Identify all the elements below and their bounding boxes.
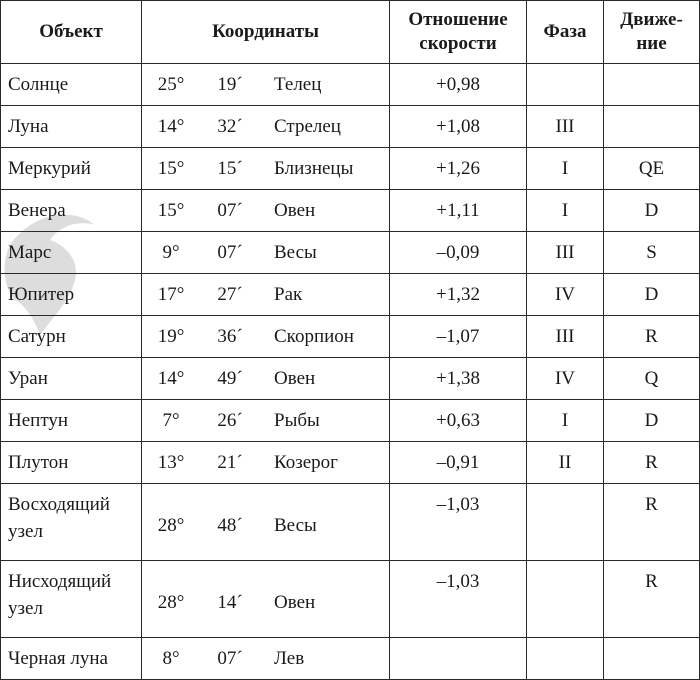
phase xyxy=(527,484,604,561)
table-row xyxy=(1,484,700,561)
object-name: Меркурий xyxy=(1,148,142,190)
table-row xyxy=(1,358,700,400)
motion: R xyxy=(604,442,700,484)
degrees: 25° xyxy=(157,74,185,95)
zodiac-sign: Козерог xyxy=(274,452,338,473)
table-row xyxy=(1,638,700,680)
header-speed-ratio-line2: скорости xyxy=(419,33,497,54)
minutes: 48´ xyxy=(217,515,243,536)
object-name: Плутон xyxy=(1,442,142,484)
degrees: 15° xyxy=(157,200,185,221)
object-name: Сатурн xyxy=(1,316,142,358)
minutes: 19´ xyxy=(217,74,243,95)
header-coordinates: Координаты xyxy=(142,1,390,64)
header-speed-ratio-line1: Отношение xyxy=(408,9,508,30)
coordinates-cell xyxy=(142,484,390,561)
coordinates-cell xyxy=(142,561,390,638)
degrees: 14° xyxy=(157,368,185,389)
object-name-line2: узел xyxy=(8,598,43,619)
object-name: Луна xyxy=(1,106,142,148)
speed-ratio: –1,03 xyxy=(390,561,527,638)
coordinates-cell xyxy=(142,232,390,274)
coordinates-cell xyxy=(142,148,390,190)
phase: III xyxy=(527,232,604,274)
degrees: 28° xyxy=(157,592,185,613)
header-motion xyxy=(604,1,700,64)
degrees: 9° xyxy=(162,242,180,263)
minutes: 15´ xyxy=(217,158,243,179)
motion xyxy=(604,106,700,148)
minutes: 36´ xyxy=(217,326,243,347)
zodiac-sign: Весы xyxy=(274,242,317,263)
object-name: Венера xyxy=(1,190,142,232)
speed-ratio: –1,07 xyxy=(390,316,527,358)
table-row xyxy=(1,190,700,232)
object-name-line2: узел xyxy=(8,521,43,542)
motion: QE xyxy=(604,148,700,190)
zodiac-sign: Овен xyxy=(274,592,316,613)
coordinates-cell xyxy=(142,400,390,442)
phase xyxy=(527,638,604,680)
minutes: 26´ xyxy=(217,410,243,431)
coordinates-cell xyxy=(142,638,390,680)
motion: D xyxy=(604,190,700,232)
phase: IV xyxy=(527,358,604,400)
degrees: 17° xyxy=(157,284,185,305)
minutes: 21´ xyxy=(217,452,243,473)
table-row xyxy=(1,442,700,484)
table-row xyxy=(1,232,700,274)
motion: Q xyxy=(604,358,700,400)
coordinates-cell xyxy=(142,64,390,106)
degrees: 19° xyxy=(157,326,185,347)
phase: III xyxy=(527,106,604,148)
minutes: 49´ xyxy=(217,368,243,389)
degrees: 13° xyxy=(157,452,185,473)
minutes: 32´ xyxy=(217,116,243,137)
zodiac-sign: Лев xyxy=(274,648,305,669)
phase: I xyxy=(527,190,604,232)
table-row xyxy=(1,274,700,316)
zodiac-sign: Стрелец xyxy=(274,116,341,137)
zodiac-sign: Рак xyxy=(274,284,303,305)
minutes: 07´ xyxy=(217,200,243,221)
minutes: 27´ xyxy=(217,284,243,305)
degrees: 8° xyxy=(162,648,180,669)
motion: D xyxy=(604,274,700,316)
speed-ratio: +1,32 xyxy=(390,274,527,316)
speed-ratio: –1,03 xyxy=(390,484,527,561)
coordinates-cell xyxy=(142,442,390,484)
motion xyxy=(604,64,700,106)
speed-ratio: +1,11 xyxy=(390,190,527,232)
zodiac-sign: Близнецы xyxy=(274,158,354,179)
zodiac-sign: Овен xyxy=(274,368,316,389)
motion: D xyxy=(604,400,700,442)
header-phase: Фаза xyxy=(527,1,604,64)
motion: S xyxy=(604,232,700,274)
phase xyxy=(527,561,604,638)
coordinates-cell xyxy=(142,106,390,148)
speed-ratio: +0,63 xyxy=(390,400,527,442)
header-motion-line2: ние xyxy=(636,33,667,54)
object-name: Уран xyxy=(1,358,142,400)
zodiac-sign: Телец xyxy=(274,74,322,95)
coordinates-cell xyxy=(142,274,390,316)
object-name: Солнце xyxy=(1,64,142,106)
motion xyxy=(604,638,700,680)
minutes: 14´ xyxy=(217,592,243,613)
coordinates-cell xyxy=(142,316,390,358)
phase: I xyxy=(527,400,604,442)
degrees: 14° xyxy=(157,116,185,137)
object-name: Нептун xyxy=(1,400,142,442)
zodiac-sign: Весы xyxy=(274,515,317,536)
object-name: Юпитер xyxy=(1,274,142,316)
minutes: 07´ xyxy=(217,242,243,263)
zodiac-sign: Рыбы xyxy=(274,410,320,431)
speed-ratio: +1,38 xyxy=(390,358,527,400)
object-name xyxy=(1,484,142,561)
speed-ratio: +1,08 xyxy=(390,106,527,148)
phase: III xyxy=(527,316,604,358)
degrees: 15° xyxy=(157,158,185,179)
object-name: Черная луна xyxy=(1,638,142,680)
header-speed-ratio xyxy=(390,1,527,64)
table-row xyxy=(1,64,700,106)
coordinates-cell xyxy=(142,190,390,232)
motion: R xyxy=(604,561,700,638)
phase: II xyxy=(527,442,604,484)
motion: R xyxy=(604,484,700,561)
phase xyxy=(527,64,604,106)
speed-ratio xyxy=(390,638,527,680)
table-row xyxy=(1,316,700,358)
phase: IV xyxy=(527,274,604,316)
degrees: 7° xyxy=(162,410,180,431)
speed-ratio: –0,09 xyxy=(390,232,527,274)
motion: R xyxy=(604,316,700,358)
header-row xyxy=(1,1,700,64)
table-row xyxy=(1,400,700,442)
speed-ratio: –0,91 xyxy=(390,442,527,484)
header-motion-line1: Движе- xyxy=(620,9,683,30)
zodiac-sign: Скорпион xyxy=(274,326,354,347)
table-row xyxy=(1,561,700,638)
header-object: Объект xyxy=(1,1,142,64)
degrees: 28° xyxy=(157,515,185,536)
coordinates-cell xyxy=(142,358,390,400)
zodiac-sign: Овен xyxy=(274,200,316,221)
object-name-line1: Восходящий xyxy=(8,494,110,515)
table-row xyxy=(1,148,700,190)
speed-ratio: +1,26 xyxy=(390,148,527,190)
object-name: Марс xyxy=(1,232,142,274)
minutes: 07´ xyxy=(217,648,243,669)
object-name-line1: Нисходящий xyxy=(8,571,112,592)
phase: I xyxy=(527,148,604,190)
speed-ratio: +0,98 xyxy=(390,64,527,106)
object-name xyxy=(1,561,142,638)
table-row xyxy=(1,106,700,148)
